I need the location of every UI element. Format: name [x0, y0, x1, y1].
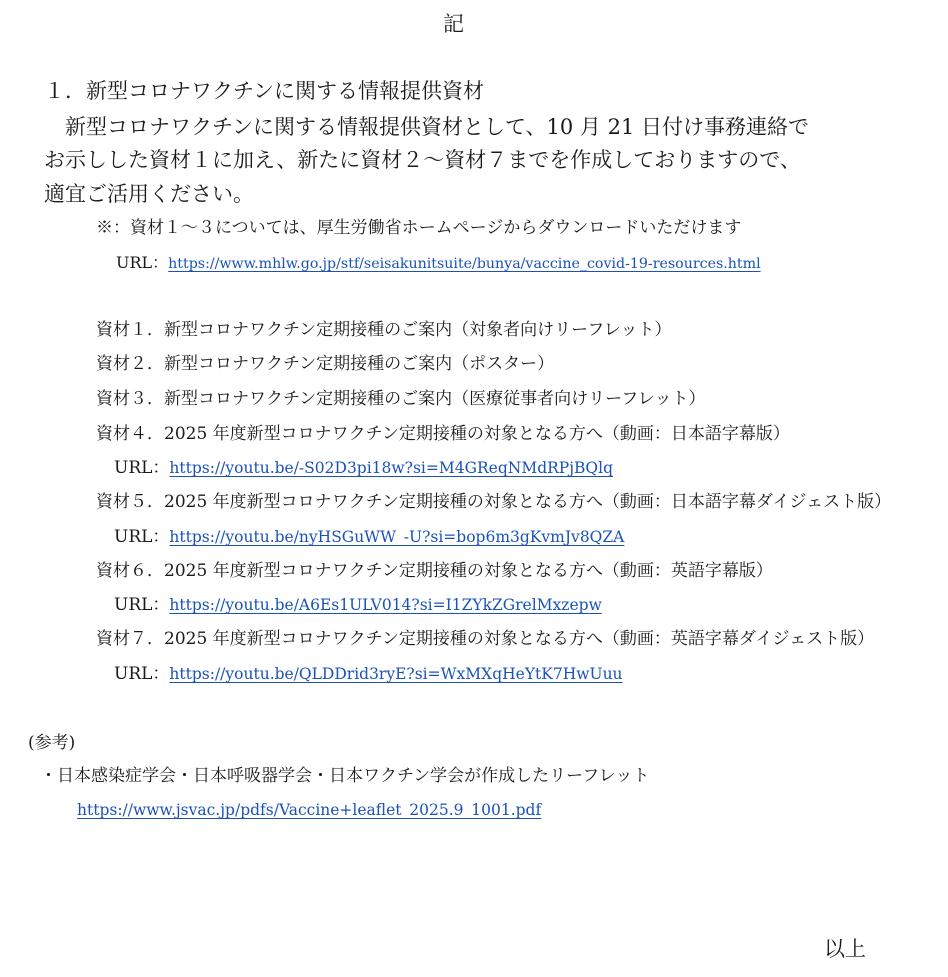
- material-4-label: 資材４．2025 年度新型コロナワクチン定期接種の対象となる方へ（動画：日本語字幕版）: [96, 424, 790, 444]
- material-7-label: 資材７．2025 年度新型コロナワクチン定期接種の対象となる方へ（動画：英語字幕ダイジェスト版）: [96, 629, 875, 649]
- reference-heading: (参考): [28, 733, 76, 753]
- jsvac-leaflet-link[interactable]: https://www.jsvac.jp/pdfs/Vaccine+leaflet_2025.9_1001.pdf: [77, 801, 542, 819]
- url-label: URL：: [114, 664, 170, 684]
- closing-ijo: 以上: [824, 937, 866, 961]
- mhlw-resources-link[interactable]: https://www.mhlw.go.jp/stf/seisakunitsuite/bunya/vaccine_covid-19-resources.html: [168, 256, 761, 272]
- reference-item: ・日本感染症学会・日本呼吸器学会・日本ワクチン学会が作成したリーフレット: [40, 766, 650, 786]
- material-1-label: 資材１．新型コロナワクチン定期接種のご案内（対象者向けリーフレット）: [96, 320, 672, 340]
- material-7-video-link[interactable]: https://youtu.be/QLDDrid3ryE?si=WxMXqHeYtK7HwUuu: [169, 665, 623, 683]
- material-5-video-link[interactable]: https://youtu.be/nyHSGuWW_-U?si=bop6m3gKvmJv8QZA: [169, 528, 625, 546]
- material-5-label: 資材５．2025 年度新型コロナワクチン定期接種の対象となる方へ（動画：日本語字幕ダイジェスト版）: [96, 492, 892, 512]
- section1-body-line-2: お示しした資材１に加え、新たに資材２～資材７までを作成しておりますので、: [44, 148, 801, 172]
- note-url-row: [116, 252, 761, 275]
- url-label: URL：: [114, 458, 170, 478]
- material-2-label: 資材２．新型コロナワクチン定期接種のご案内（ポスター）: [96, 354, 555, 374]
- url-label: URL：: [114, 527, 170, 547]
- material-7-url-row: [114, 662, 623, 686]
- section1-body-line-3: 適宜ご活用ください。: [44, 182, 254, 206]
- material-4-video-link[interactable]: https://youtu.be/-S02D3pi18w?si=M4GReqNMdRPjBQlq: [169, 459, 613, 477]
- material-6-url-row: [114, 593, 602, 617]
- reference-url-row: [77, 798, 541, 822]
- section1-title: １．新型コロナワクチンに関する情報提供資材: [44, 79, 484, 103]
- download-note: ※：資材１～３については、厚生労働省ホームページからダウンロードいただけます: [96, 218, 742, 238]
- section1-body-line-1: 新型コロナワクチンに関する情報提供資材として、10 月 21 日付け事務連絡で: [44, 115, 809, 139]
- material-6-label: 資材６．2025 年度新型コロナワクチン定期接種の対象となる方へ（動画：英語字幕版）: [96, 561, 773, 581]
- heading-ki: 記: [443, 12, 464, 36]
- material-4-url-row: [114, 456, 613, 480]
- material-3-label: 資材３．新型コロナワクチン定期接種のご案内（医療従事者向けリーフレット）: [96, 389, 706, 409]
- material-5-url-row: [114, 525, 624, 549]
- url-label: URL：: [114, 595, 170, 615]
- url-label: URL：: [116, 253, 169, 272]
- material-6-video-link[interactable]: https://youtu.be/A6Es1ULV014?si=I1ZYkZGrelMxzepw: [169, 596, 602, 614]
